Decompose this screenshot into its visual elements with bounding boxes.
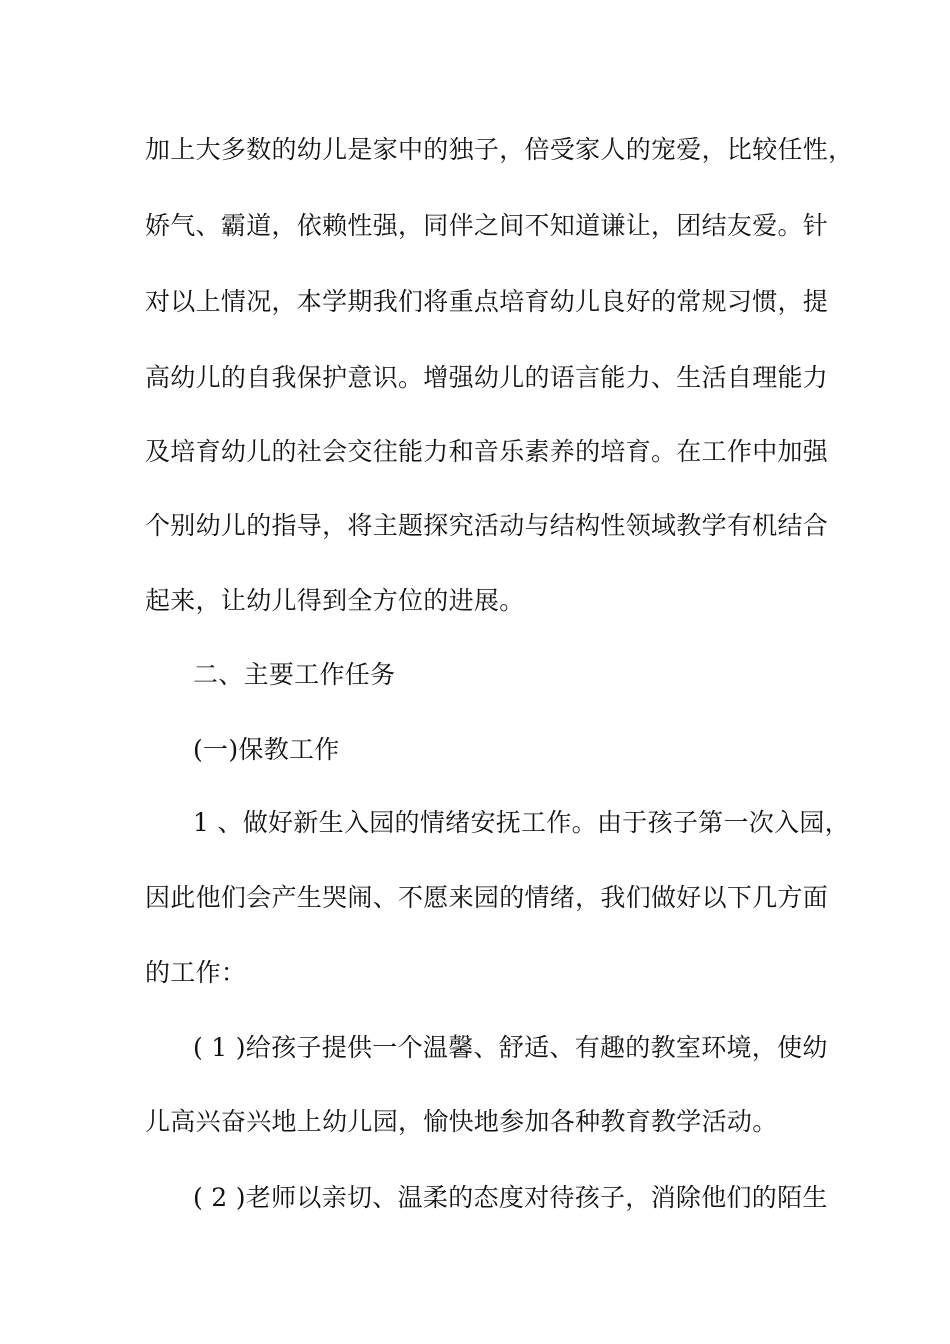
paragraph-line: ( 1 )给孩子提供一个温馨、舒适、有趣的教室环境，使幼 — [193, 1033, 828, 1062]
paragraph-line: 及培育幼儿的社会交往能力和音乐素养的培育。在工作中加强 — [145, 437, 829, 466]
section-heading: 二、主要工作任务 — [193, 660, 396, 689]
paragraph-line: 1 、做好新生入园的情绪安抚工作。由于孩子第一次入园， — [193, 808, 850, 837]
paragraph-line: ( 2 )老师以亲切、温柔的态度对待孩子，消除他们的陌生 — [193, 1183, 828, 1212]
paragraph-line: 起来，让幼儿得到全方位的进展。 — [145, 586, 525, 615]
paragraph-line: 对以上情况，本学期我们将重点培育幼儿良好的常规习惯，提 — [145, 287, 829, 316]
paragraph-line: 的工作： — [145, 958, 247, 987]
paragraph-line: 加上大多数的幼儿是家中的独子，倍受家人的宠爱，比较任性， — [145, 135, 854, 164]
paragraph-line: 因此他们会产生哭闹、不愿来园的情绪，我们做好以下几方面 — [145, 883, 829, 912]
paragraph-line: 儿高兴奋兴地上幼儿园，愉快地参加各种教育教学活动。 — [145, 1107, 778, 1136]
paragraph-line: 个别幼儿的指导，将主题探究活动与结构性领域教学有机结合 — [145, 511, 829, 540]
subsection-heading: (一)保教工作 — [193, 735, 340, 764]
paragraph-line: 高幼儿的自我保护意识。增强幼儿的语言能力、生活自理能力 — [145, 363, 829, 392]
paragraph-line: 娇气、霸道，依赖性强，同伴之间不知道谦让，团结友爱。针 — [145, 211, 829, 240]
